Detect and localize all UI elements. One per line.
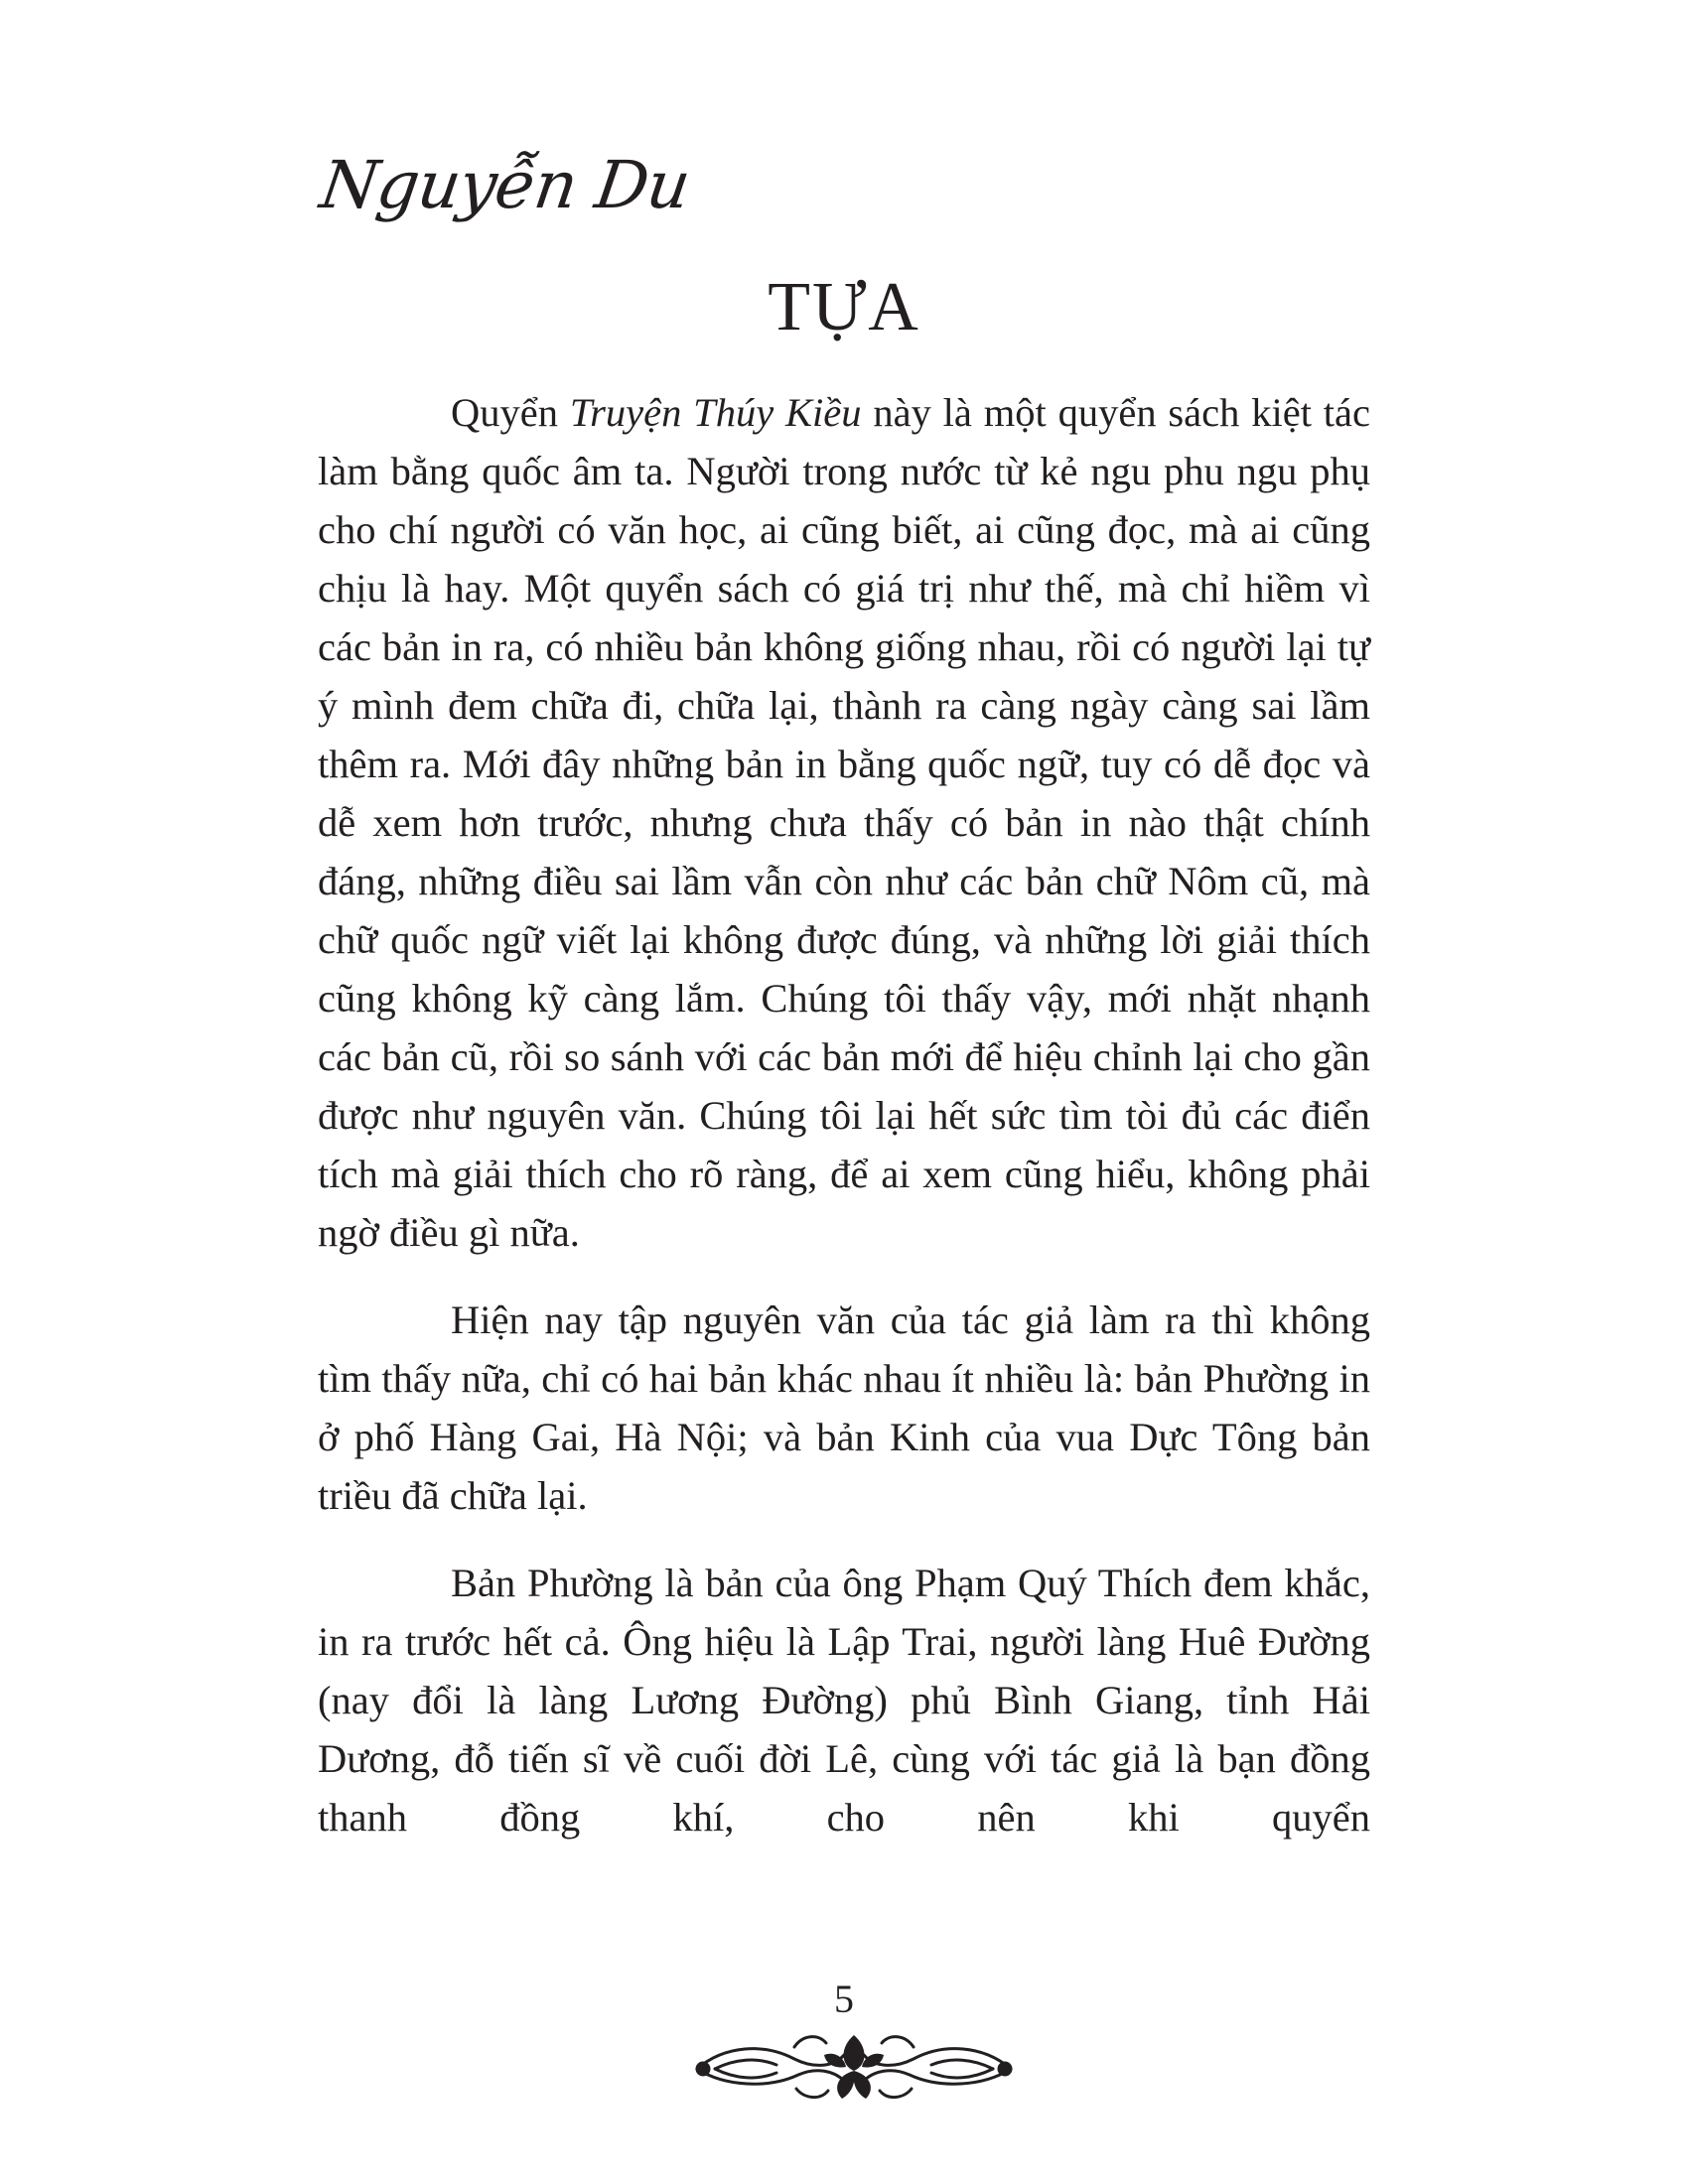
paragraph-2 xyxy=(318,1291,1370,1525)
paragraph-text: này là một quyển sách kiệt tác làm bằng quốc âm ta. Người trong nước từ kẻ ngu phu ngu phụ cho chí người có văn học, ai cũng biết, ai cũng đọc, mà ai cũng chịu là hay. Một quyển sách có giá trị như thế, mà chỉ hiềm vì các bản in ra, có nhiều bản không giống nhau, rồi có người lại tự ý mình đem chữa đi, chữa lại, thành ra càng ngày càng sai lầm thêm ra. Mới đây những bản in bằng quốc ngữ, tuy có dễ đọc và dễ xem hơn trước, nhưng chưa thấy có bản in nào thật chính đáng, những điều sai lầm vẫn còn như các bản chữ Nôm cũ, mà chữ quốc ngữ viết lại không được đúng, và những lời giải thích cũng không kỹ càng lắm. Chúng tôi thấy vậy, mới nhặt nhạnh các bản cũ, rồi so sánh với các bản mới để hiệu chỉnh lại cho gần được như nguyên văn. Chúng tôi lại hết sức tìm tòi đủ các điển tích mà giải thích cho rõ ràng, để ai xem cũng hiểu, không phải ngờ điều gì nữa. xyxy=(318,390,1370,1255)
paragraph-text: Quyển xyxy=(451,390,570,435)
floral-scroll-ornament-icon xyxy=(685,2025,1023,2105)
page-number: 5 xyxy=(834,1977,854,2021)
paragraph-3 xyxy=(318,1554,1370,1846)
body-text xyxy=(318,383,1370,1875)
chapter-title: TỰA xyxy=(768,269,920,345)
paragraph-text: Bản Phường là bản của ông Phạm Quý Thích đem khắc, in ra trước hết cả. Ông hiệu là Lập Trai, người làng Huê Đường (nay đổi là làng Lương Đường) phủ Bình Giang, tỉnh Hải Dương, đỗ tiến sĩ về cuối đời Lê, cùng với tác giả là bạn đồng thanh đồng khí, cho nên khi quyển xyxy=(318,1561,1370,1840)
paragraph-text: Hiện nay tập nguyên văn của tác giả làm ra thì không tìm thấy nữa, chỉ có hai bản khác nhau ít nhiều là: bản Phường in ở phố Hàng Gai, Hà Nội; và bản Kinh của vua Dực Tông bản triều đã chữa lại. xyxy=(318,1297,1370,1518)
running-head-author: Nguyễn Du xyxy=(316,147,695,223)
paragraph-1 xyxy=(318,383,1370,1262)
book-title-italic: Truyện Thúy Kiều xyxy=(569,390,862,435)
